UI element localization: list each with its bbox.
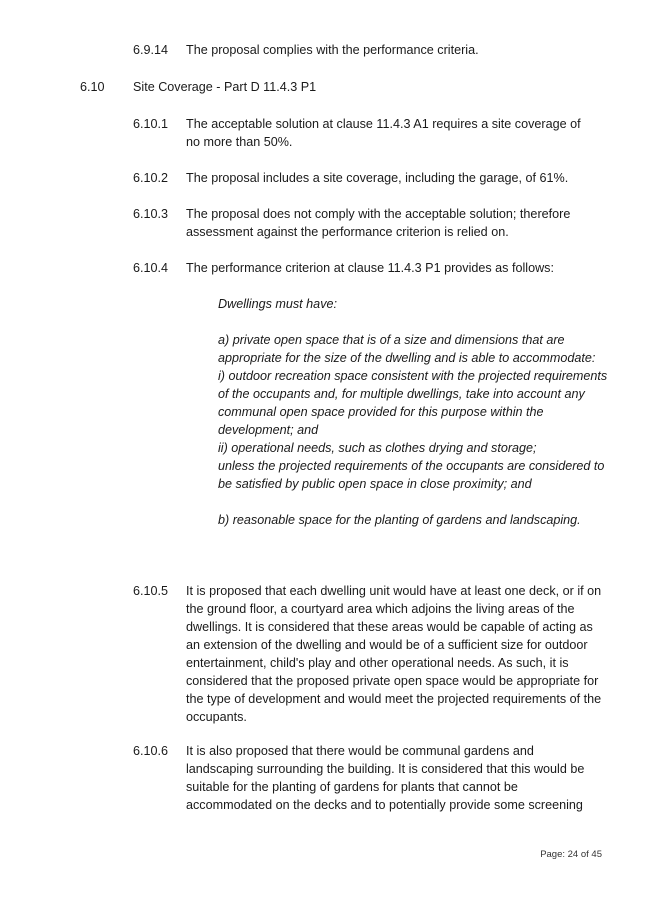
clause-text-6-10-6: It is also proposed that there would be communal gardens and landscaping surrounding the building. It is considered that this would be suitable for the planting of gardens for plants that cannot be accommodated on the decks and to potentially provide some screening	[186, 744, 585, 812]
clause-text-6-9-14: The proposal complies with the performance criteria.	[186, 43, 479, 57]
section-heading-6-10: Site Coverage - Part D 11.4.3 P1	[133, 80, 317, 94]
clause-number-6-10-6: 6.10.6	[133, 744, 169, 758]
clause-number-6-9-14: 6.9.14	[133, 43, 169, 57]
clause-text-6-10-4: The performance criterion at clause 11.4.3 P1 provides as follows:	[186, 261, 554, 275]
page-number: Page: 24 of 45	[540, 849, 602, 860]
clause-number-6-10-5: 6.10.5	[133, 584, 169, 598]
clause-text-6-10-1: The acceptable solution at clause 11.4.3 A1 requires a site coverage of no more than 50%.	[186, 117, 581, 149]
quote-unless: unless the projected requirements of the occupants are considered to be satisfied by public open space in close proximity; and	[218, 459, 605, 491]
clause-number-6-10-1: 6.10.1	[133, 117, 169, 131]
quote-item-b: b) reasonable space for the planting of gardens and landscaping.	[218, 513, 581, 527]
clause-text-6-10-3: The proposal does not comply with the acceptable solution; therefore assessment against the performance criterion is relied on.	[186, 207, 571, 239]
quote-item-a: a) private open space that is of a size and dimensions that are appropriate for the size of the dwelling and is able to accommodate:	[218, 333, 596, 365]
performance-criterion-quote	[218, 295, 613, 529]
quote-intro: Dwellings must have:	[218, 297, 337, 311]
section-number-6-10: 6.10	[80, 80, 105, 94]
quote-item-i: i) outdoor recreation space consistent with the projected requirements of the occupants and, for multiple dwellings, take into account any communal open space provided for this purpose within the development; and	[218, 369, 608, 437]
clause-text-6-10-2: The proposal includes a site coverage, including the garage, of 61%.	[186, 171, 569, 185]
clause-number-6-10-3: 6.10.3	[133, 207, 169, 221]
quote-item-ii: ii) operational needs, such as clothes drying and storage;	[218, 441, 537, 455]
clause-number-6-10-4: 6.10.4	[133, 261, 169, 275]
clause-number-6-10-2: 6.10.2	[133, 171, 169, 185]
clause-text-6-10-5: It is proposed that each dwelling unit would have at least one deck, or if on the ground floor, a courtyard area which adjoins the living areas of the dwellings. It is considered that these areas would be capable of acting as an extension of the dwelling and would be of a sufficient size for outdoor entertainment, child's play and other operational needs. As such, it is considered that the proposed private open space would be appropriate for the type of development and would meet the projected requirements of the occupants.	[186, 584, 602, 724]
